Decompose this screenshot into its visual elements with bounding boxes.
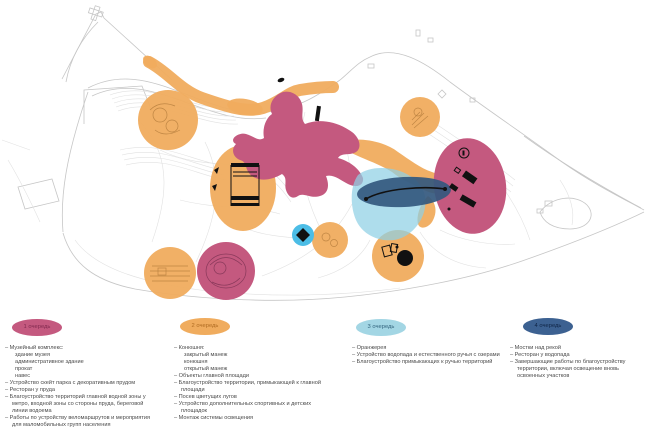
legend-item: навес xyxy=(15,373,31,379)
legend-item: – Оранжерея xyxy=(352,345,387,351)
legend-item: – Работы по устройству веломаршрутов и мероприятия для маломобильных групп населения xyxy=(5,415,151,428)
legend-item: – Мостки над рекой xyxy=(510,345,561,351)
legend-item: – Монтаж системы освещения xyxy=(174,415,254,421)
legend-item: открытый манеж xyxy=(184,366,228,372)
legend-phase1-pill[interactable]: 1 очередь xyxy=(12,319,62,336)
legend-item: здание музея xyxy=(15,352,51,358)
legend-item: – Ресторан у пруда xyxy=(5,387,55,393)
legend xyxy=(0,313,650,431)
legend-item: административное здание xyxy=(15,359,84,365)
legend-item: – Музейный комплекс: xyxy=(5,345,64,351)
legend-phase2-items xyxy=(174,345,334,422)
legend-phase1-items xyxy=(5,345,159,429)
legend-item: – Благоустройство примыкающих к ручью территорий xyxy=(352,359,493,365)
legend-item: конюшня xyxy=(184,359,208,365)
legend-item: – Завершающие работы по благоустройству территории, включая освещение вновь освоенных участков xyxy=(510,359,626,379)
legend-item: – Посев цветущих лугов xyxy=(174,394,237,400)
legend-phase2-pill[interactable]: 2 очередь xyxy=(180,318,230,335)
legend-phase3-pill[interactable]: 3 очередь xyxy=(356,319,406,336)
legend-item: – Ресторан у водопада xyxy=(510,352,570,358)
legend-item: закрытый манеж xyxy=(184,352,228,358)
zone-phase2-spot-center xyxy=(312,222,348,258)
legend-item: – Конюшня: xyxy=(174,345,205,351)
legend-item: – Устройство скейт парка с декоративным прудом xyxy=(5,380,136,386)
legend-item: – Благоустройство территории, примыкающей к главной площади xyxy=(174,380,321,393)
legend-item: – Устройство водопада и естественного ручья с озерами xyxy=(352,352,500,358)
legend-item: – Устройство дополнительных спортивных и детских площадок xyxy=(174,401,311,414)
legend-phase3-items xyxy=(352,345,502,366)
legend-phase4-pill[interactable]: 4 очередь xyxy=(523,318,573,335)
zone-phase2-spot-nw xyxy=(138,90,198,150)
legend-item: прокат xyxy=(15,366,33,372)
legend-item: – Объекты главной площади xyxy=(174,373,249,379)
legend-phase4-items xyxy=(510,345,642,380)
legend-item: – Благоустройство территорий главной водной зоны у метро, входной зоны со стороны пруда, береговой линии водоема xyxy=(5,394,146,414)
zone-phase2-spot-sw xyxy=(144,247,196,299)
